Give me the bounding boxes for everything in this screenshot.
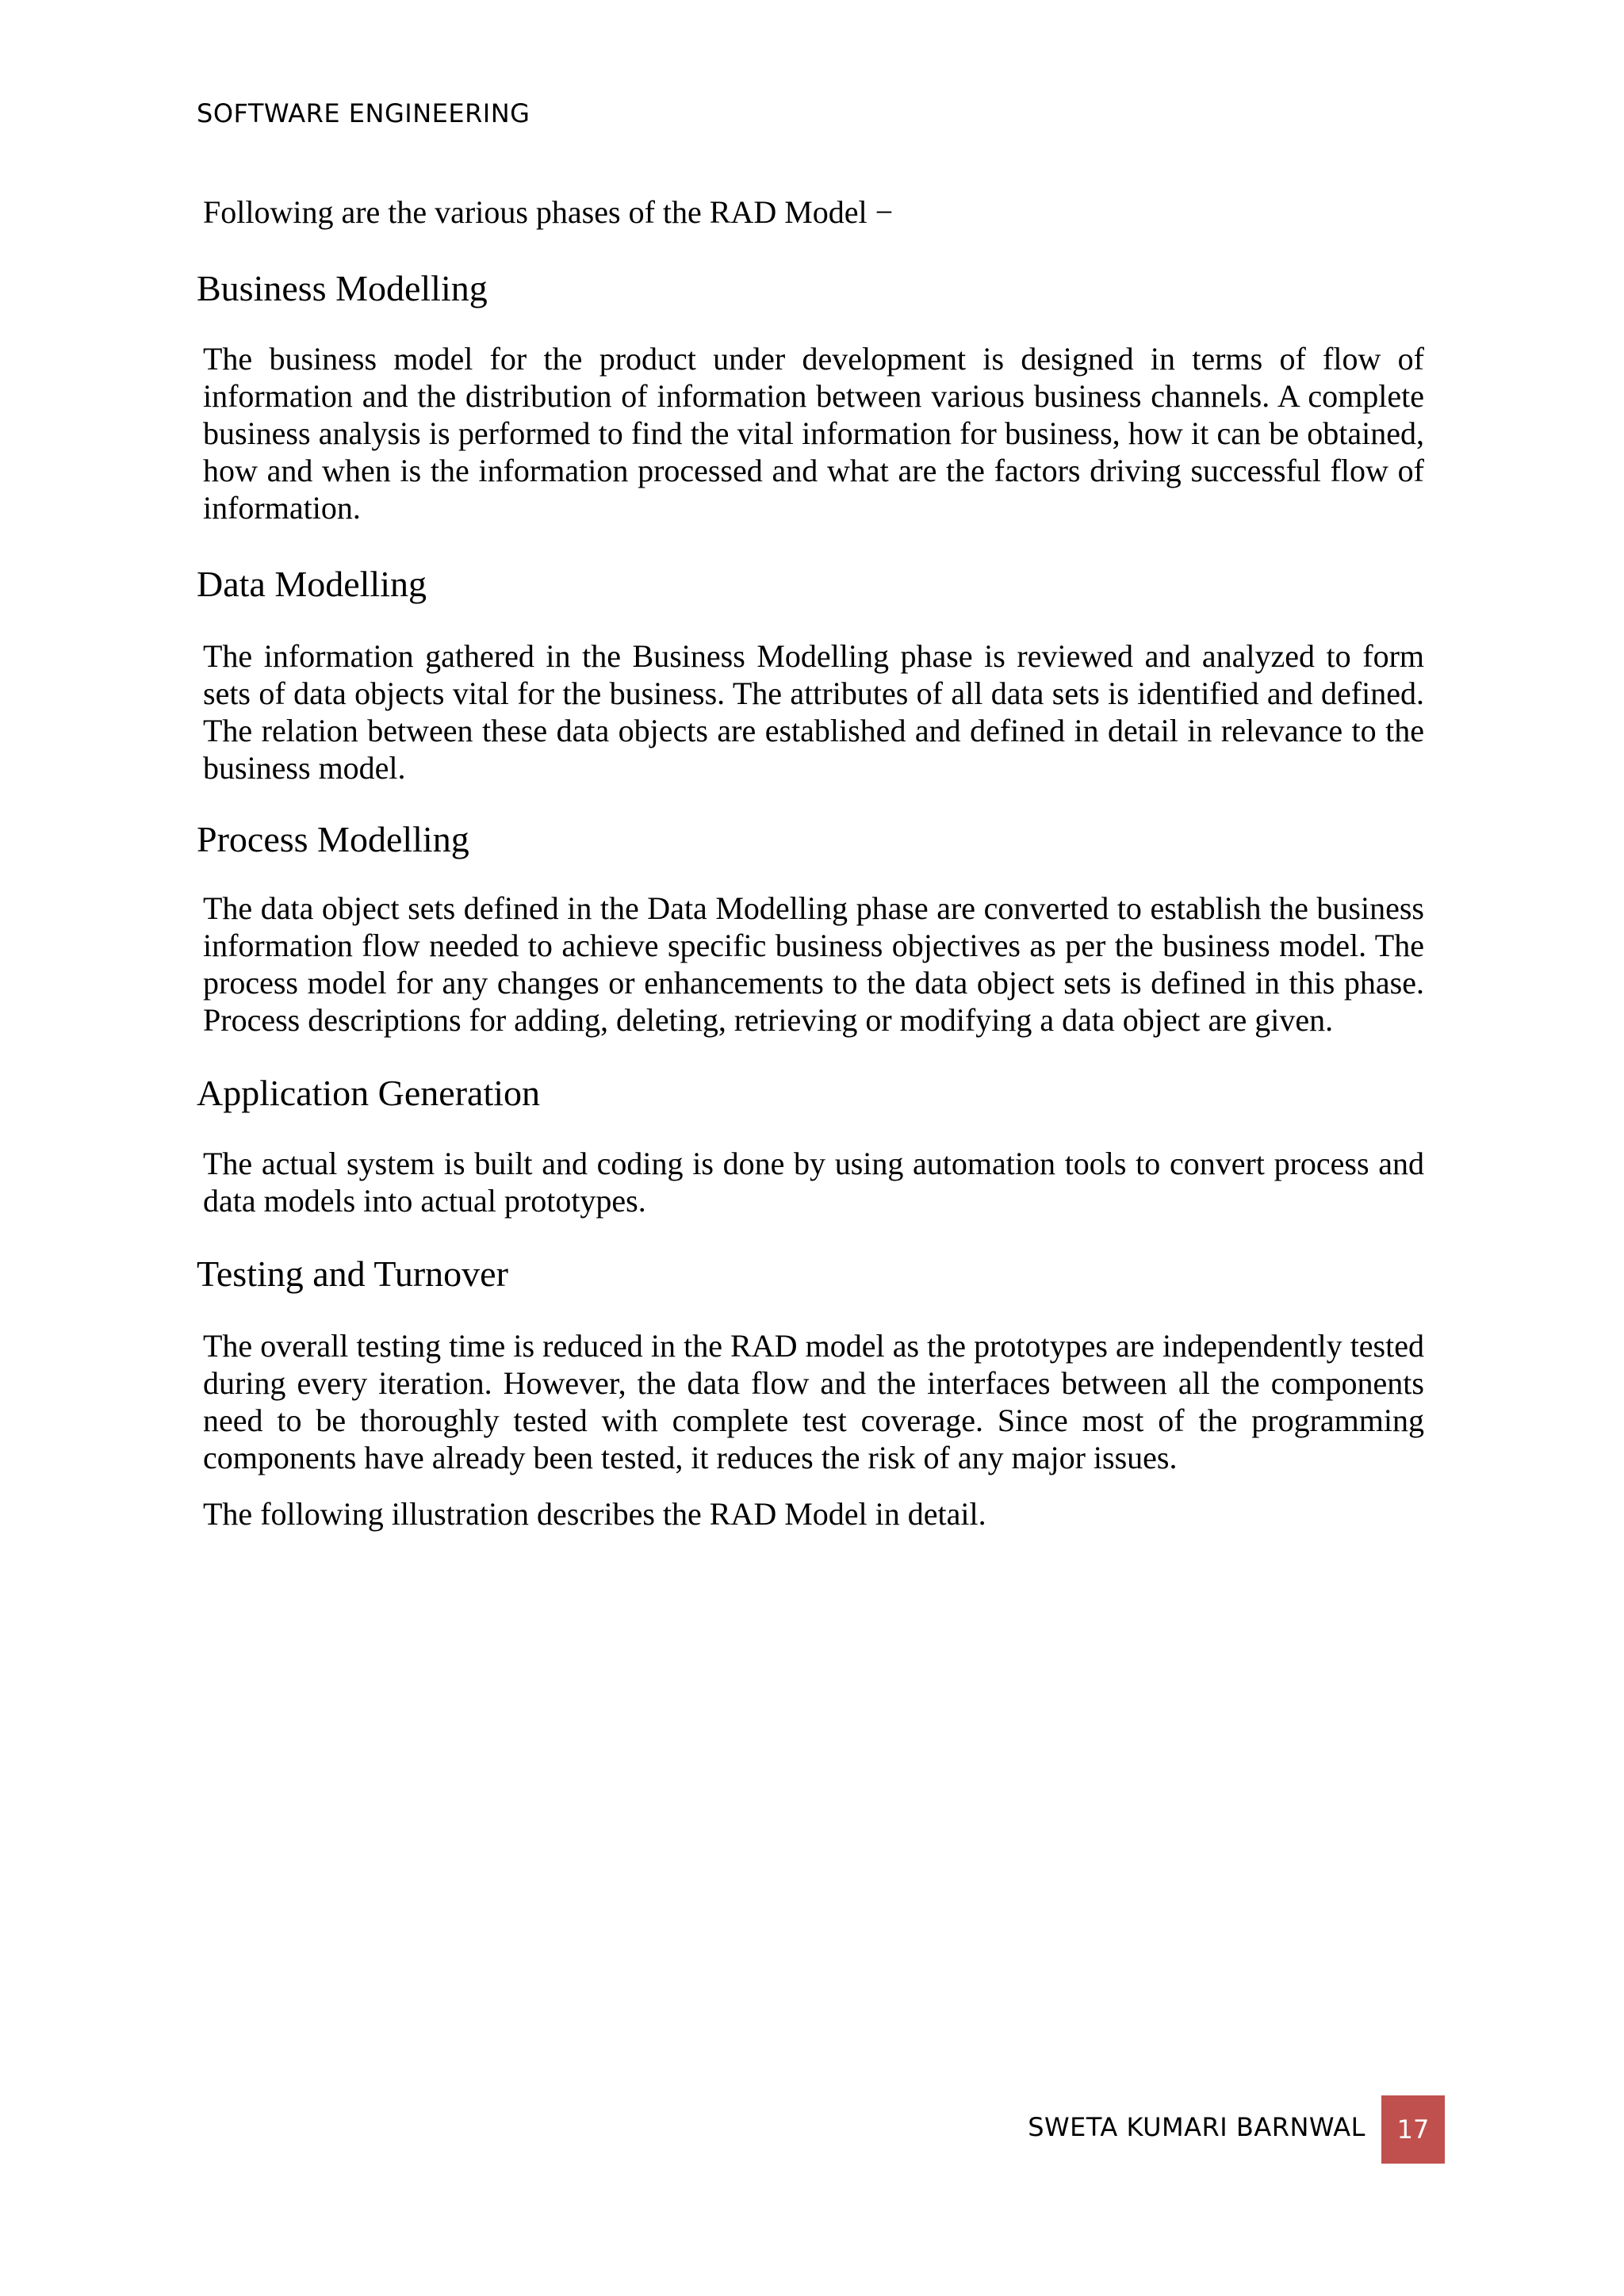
page-number: 17 (1381, 2095, 1445, 2164)
section-body-business-modelling: The business model for the product under development is designed in terms of flow of information and the distribution of information between various business channels. A complete business analysis is performed to find the vital information for business, how it can be obtained, how and when is the information processed and what are the factors driving successful flow of information. (203, 341, 1424, 526)
section-heading-testing-and-turnover: Testing and Turnover (197, 1253, 508, 1294)
intro-paragraph: Following are the various phases of the RAD Model − (203, 194, 894, 230)
section-heading-application-generation: Application Generation (197, 1073, 541, 1113)
closing-paragraph: The following illustration describes the RAD Model in detail. (203, 1496, 986, 1532)
section-heading-business-modelling: Business Modelling (197, 268, 488, 308)
page-content (197, 193, 1424, 1533)
section-body-application-generation: The actual system is built and coding is done by using automation tools to convert process and data models into actual prototypes. (203, 1146, 1424, 1219)
section-body-process-modelling: The data object sets defined in the Data Modelling phase are converted to establish the business information flow needed to achieve specific business objectives as per the business model. The process model for any changes or enhancements to the data object sets is defined in this phase. Process descriptions for adding, deleting, retrieving or modifying a data object are given. (203, 890, 1424, 1038)
running-header: SOFTWARE ENGINEERING (197, 98, 530, 128)
footer-author: SWETA KUMARI BARNWAL (1028, 2112, 1365, 2142)
section-body-data-modelling: The information gathered in the Business Modelling phase is reviewed and analyzed to form sets of data objects vital for the business. The attributes of all data sets is identified and defined. The relation between these data objects are established and defined in detail in relevance to the business model. (203, 638, 1424, 786)
section-body-testing-and-turnover: The overall testing time is reduced in the RAD model as the prototypes are independently tested during every iteration. However, the data flow and the interfaces between all the components need to be thoroughly tested with complete test coverage. Since most of the programming components have already been tested, it reduces the risk of any major issues. (203, 1328, 1424, 1475)
section-heading-process-modelling: Process Modelling (197, 819, 469, 859)
section-heading-data-modelling: Data Modelling (197, 564, 427, 604)
